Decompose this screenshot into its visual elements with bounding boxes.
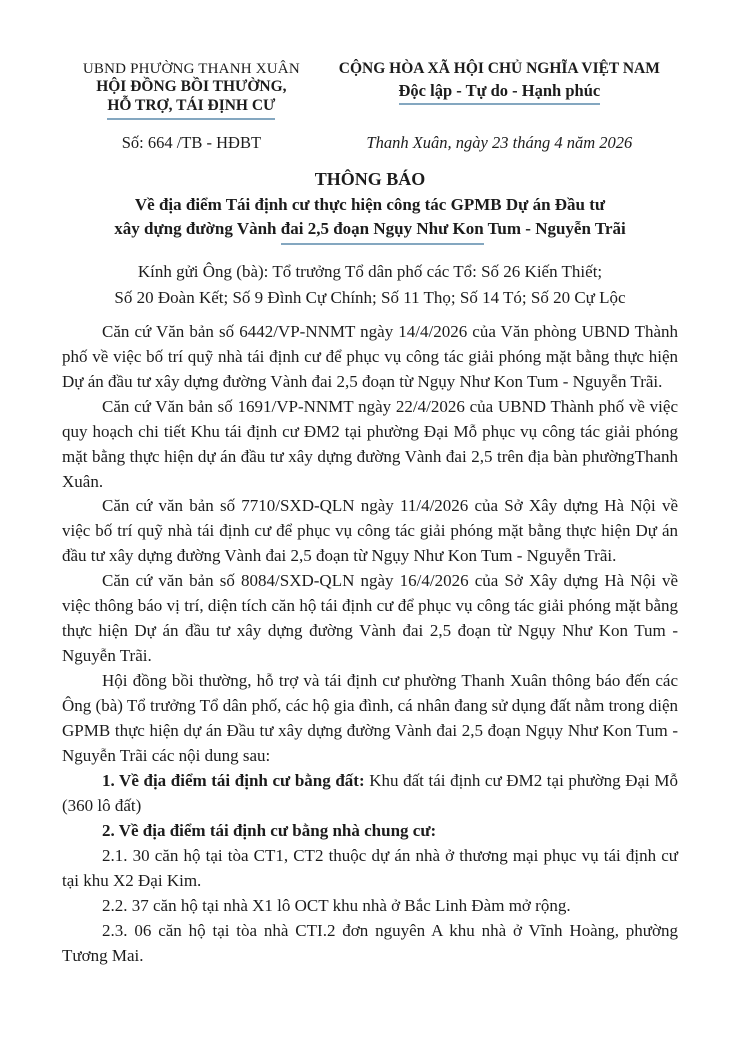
salutation-line-2: Số 20 Đoàn Kết; Số 9 Đình Cự Chính; Số 11 Thọ; Số 14 Tó; Số 20 Cự Lộc: [114, 288, 626, 308]
paragraph-can-cu-2: Căn cứ Văn bản số 1691/VP-NNMT ngày 22/4/2026 của UBND Thành phố về việc quy hoạch chi tiết Khu tái định cư ĐM2 tại phường Đại Mỗ phục vụ công tác giải phóng mặt bằng thực hiện dự án đầu tư xây dựng đường Vành đai 2,5 trên địa bàn phườngThanh Xuân.: [62, 396, 678, 491]
authority-underline: HỖ TRỢ, TÁI ĐỊNH CƯ: [107, 97, 275, 120]
national-header-block: [321, 60, 678, 105]
authority-name-line2: [62, 97, 321, 120]
subtitle-post: Tum - Nguyễn Trãi: [483, 218, 626, 238]
subtitle-underlined-segment: đai 2,5 đoạn Ngụy Như Kon: [281, 217, 484, 245]
date-line: Thanh Xuân, ngày 23 tháng 4 năm 2026: [366, 133, 633, 153]
section-item-2-1: 2.1. 30 căn hộ tại tòa CT1, CT2 thuộc dự án nhà ở thương mại phục vụ tái định cư tại khu X2 Đại Kim.: [62, 846, 678, 891]
notice-title: THÔNG BÁO: [314, 169, 426, 190]
subtitle-pre: xây dựng đường Vành: [114, 218, 281, 238]
paragraph-can-cu-3: Căn cứ văn bản số 7710/SXD-QLN ngày 11/4/2026 của Sở Xây dựng Hà Nội về việc bố trí quỹ nhà tái định cư để phục vụ công tác giải phóng mặt bằng thực hiện Dự án đầu tư xây dựng đường Vành đai 2,5 đoạn từ Ngụy Như Kon Tum - Nguyễn Trãi.: [62, 496, 678, 566]
paragraph-can-cu-4: Căn cứ văn bản số 8084/SXD-QLN ngày 16/4/2026 của Sở Xây dựng Hà Nội về việc thông báo vị trí, diện tích căn hộ tái định cư để phục vụ công tác giải phóng mặt bằng thực hiện Dự án đầu tư xây dựng đường Vành đai 2,5 đoạn từ Ngụy Như Kon Tum - Nguyễn Trãi.: [62, 571, 678, 666]
section-1-paragraph: [62, 769, 678, 819]
paragraph-announcement: Hội đồng bồi thường, hỗ trợ và tái định cư phường Thanh Xuân thông báo đến các Ông (bà) Tổ trưởng Tổ dân phố, các hộ gia đình, cá nhân đang sử dụng đất nằm trong diện GPMB thực hiện dự án Đầu tư xây dựng đường Vành đai 2,5 đoạn Ngụy Như Kon Tum - Nguyễn Trãi các nội dung sau:: [62, 671, 678, 766]
salutation-block: [62, 259, 678, 312]
motto-underline: Độc lập - Tự do - Hạnh phúc: [399, 81, 601, 105]
document-header: [62, 60, 678, 120]
section-item-2-3: 2.3. 06 căn hộ tại tòa nhà CTI.2 đơn nguyên A khu nhà ở Vĩnh Hoàng, phường Tương Mai.: [62, 921, 678, 966]
authority-name-line1: HỘI ĐỒNG BỒI THƯỜNG,: [96, 78, 287, 96]
document-body: [62, 320, 678, 970]
section-1-content: Khu đất tái định cư ĐM2 tại phường Đại Mỗ (360 lô đất): [62, 771, 678, 816]
authority-parent: UBND PHƯỜNG THANH XUÂN: [82, 61, 300, 77]
title-block: [62, 167, 678, 245]
salutation-line-1: Kính gửi Ông (bà): Tổ trưởng Tổ dân phố các Tổ: Số 26 Kiến Thiết;: [137, 261, 603, 281]
paragraph-can-cu-1: Căn cứ Văn bản số 6442/VP-NNMT ngày 14/4/2026 của Văn phòng UBND Thành phố về việc bố trí quỹ nhà tái định cư để phục vụ công tác giải phóng mặt bằng thực hiện Dự án đầu tư xây dựng đường Vành đai 2,5 đoạn từ Ngụy Như Kon Tum - Nguyễn Trãi.: [62, 321, 678, 391]
notice-subtitle-line2: [62, 217, 678, 245]
national-motto-line1: CỘNG HÒA XÃ HỘI CHỦ NGHĨA VIỆT NAM: [338, 60, 660, 77]
issuing-authority-block: [62, 60, 321, 120]
national-motto-line2: [321, 81, 678, 105]
section-2-heading: 2. Về địa điểm tái định cư bằng nhà chung cư:: [102, 821, 437, 841]
section-item-2-2: 2.2. 37 căn hộ tại nhà X1 lô OCT khu nhà ở Bắc Linh Đàm mở rộng.: [102, 896, 571, 916]
document-meta-row: [62, 133, 678, 153]
document-number: Số: 664 /TB - HĐBT: [121, 133, 262, 153]
section-1-heading: 1. Về địa điểm tái định cư bằng đất:: [102, 771, 365, 791]
notice-subtitle-line1: Về địa điểm Tái định cư thực hiện công tác GPMB Dự án Đầu tư: [134, 194, 606, 214]
